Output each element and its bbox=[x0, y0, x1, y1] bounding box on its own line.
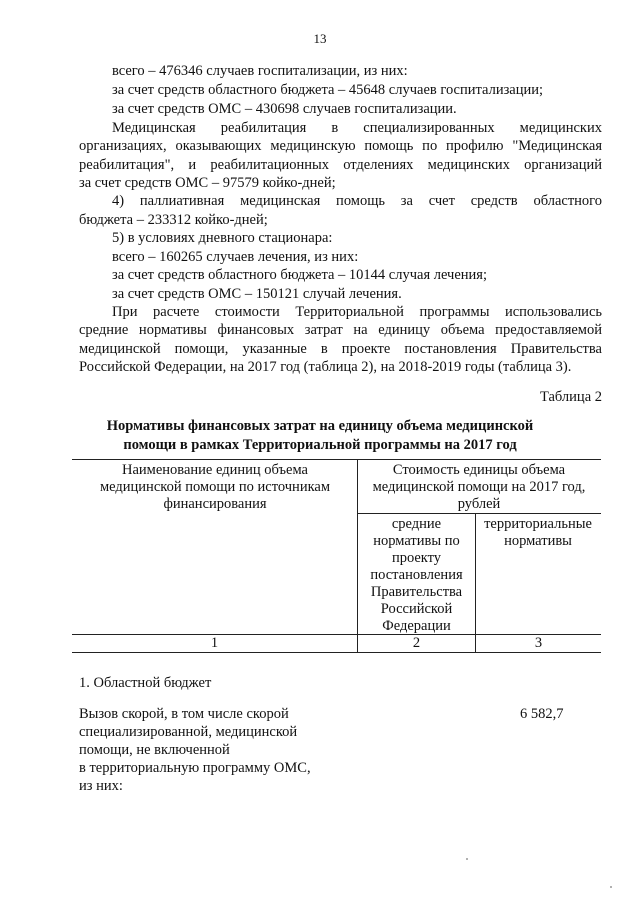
scan-speck bbox=[610, 886, 612, 888]
table-col-divider bbox=[357, 459, 358, 652]
text-line: за счет средств областного бюджета – 45648 случаев госпитализации; bbox=[112, 82, 544, 98]
row-value: 6 582,7 bbox=[520, 706, 564, 722]
page-number: 13 bbox=[313, 31, 327, 46]
text-line: за счет средств ОМС – 430698 случаев госпитализации. bbox=[112, 101, 457, 117]
text-line: за счет средств ОМС – 150121 случай лечения. bbox=[112, 286, 402, 302]
text-line: средние нормативы финансовых затрат на единицу объема предоставляемой bbox=[79, 322, 602, 338]
row-label-line: специализированной, медицинской bbox=[79, 724, 298, 740]
text-line: 5) в условиях дневного стационара: bbox=[112, 230, 333, 246]
col23-header: Стоимость единицы объема медицинской помощи на 2017 год, рублей bbox=[372, 462, 586, 512]
text-line: Медицинская реабилитация в специализированных медицинских bbox=[112, 120, 602, 136]
col-number: 1 bbox=[210, 635, 219, 651]
text-line: 4) паллиативная медицинская помощь за счет средств областного bbox=[112, 193, 602, 209]
text-line: за счет средств ОМС – 97579 койко-дней; bbox=[79, 175, 336, 191]
table-col-divider bbox=[475, 513, 476, 652]
table-label: Таблица 2 bbox=[539, 389, 602, 405]
table-subheader-divider bbox=[357, 513, 601, 514]
col-number: 2 bbox=[412, 635, 421, 651]
row-label-line: из них: bbox=[79, 778, 123, 794]
text-line: всего – 160265 случаев лечения, из них: bbox=[112, 249, 359, 265]
text-line: реабилитация", и реабилитационных отделениях медицинских организаций bbox=[79, 157, 602, 173]
scan-speck bbox=[466, 858, 468, 860]
text-line: за счет средств областного бюджета – 10144 случая лечения; bbox=[112, 267, 487, 283]
col2-header: средние нормативы по проекту постановления Правительства Российской Федерации bbox=[370, 516, 463, 634]
row-label-line: Вызов скорой, в том числе скорой bbox=[79, 706, 289, 722]
col3-header: территориальные нормативы bbox=[484, 516, 592, 549]
row-label-line: в территориальную программу ОМС, bbox=[79, 760, 311, 776]
col-number: 3 bbox=[534, 635, 543, 651]
text-line: организациях, оказывающих медицинскую помощь по профилю "Медицинская bbox=[79, 138, 602, 154]
section-heading: 1. Областной бюджет bbox=[79, 675, 212, 691]
col1-header: Наименование единиц объема медицинской помощи по источникам финансирования bbox=[99, 462, 331, 512]
row-label-line: помощи, не включенной bbox=[79, 742, 230, 758]
table-title-line: Нормативы финансовых затрат на единицу объема медицинской bbox=[106, 418, 534, 434]
text-line: всего – 476346 случаев госпитализации, из них: bbox=[112, 63, 408, 79]
table-border-top bbox=[72, 459, 601, 460]
text-line: бюджета – 233312 койко-дней; bbox=[79, 212, 268, 228]
text-line: Российской Федерации, на 2017 год (таблица 2), на 2018-2019 годы (таблица 3). bbox=[79, 359, 572, 375]
table-title-line: помощи в рамках Территориальной программы на 2017 год bbox=[123, 437, 517, 453]
text-line: медицинской помощи, указанные в проекте постановления Правительства bbox=[79, 341, 602, 357]
table-border-bottom bbox=[72, 652, 601, 653]
text-line: При расчете стоимости Территориальной программы использовались bbox=[112, 304, 602, 320]
